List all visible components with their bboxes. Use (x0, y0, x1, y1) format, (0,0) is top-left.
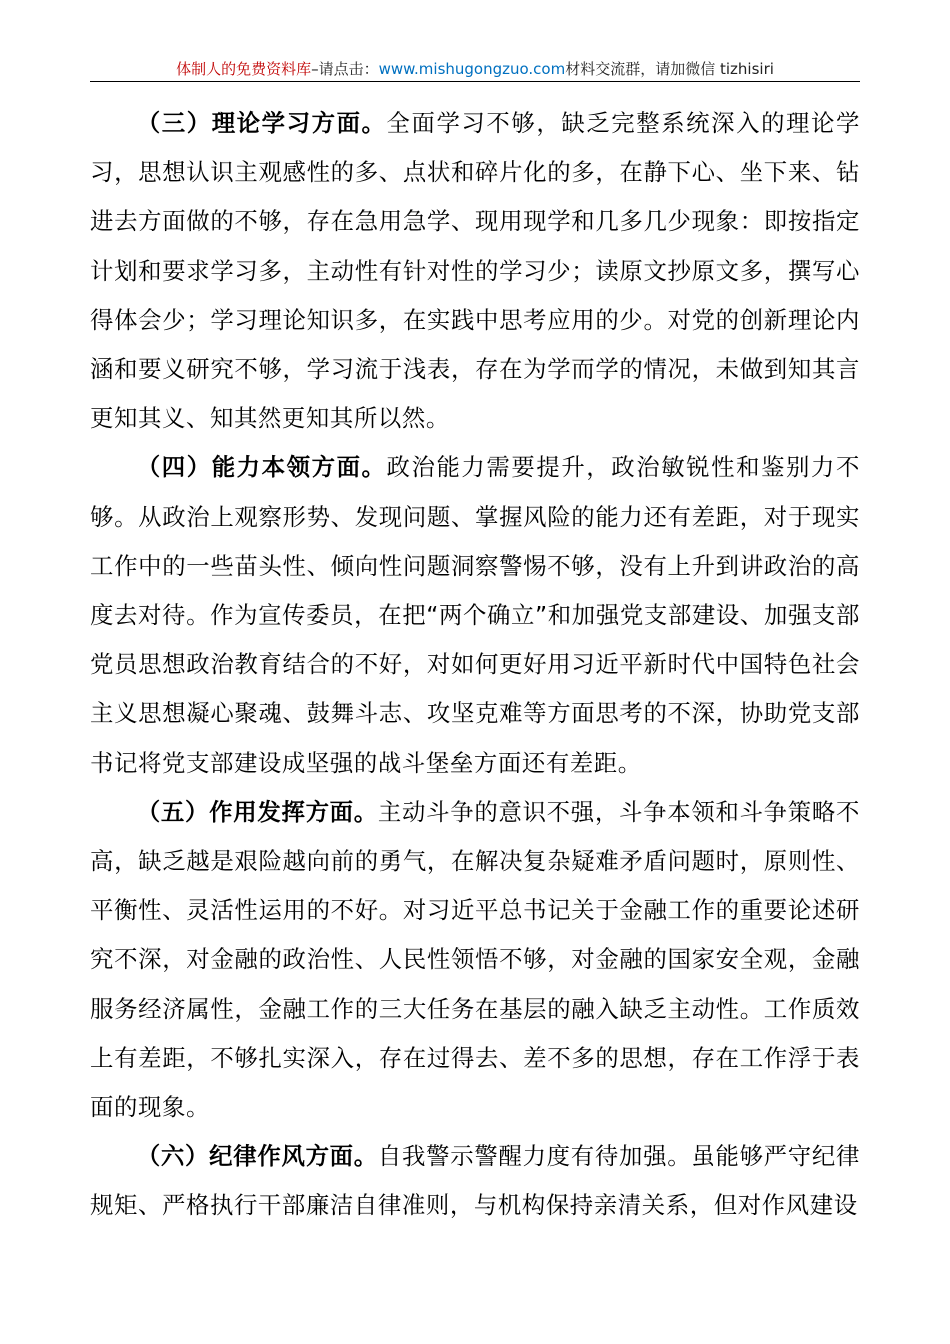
paragraph-ability (90, 443, 860, 787)
paragraph-heading: （三）理论学习方面。 (136, 109, 387, 137)
paragraph-text: 全面学习不够，缺乏完整系统深入的理论学习，思想认识主观感性的多、点状和碎片化的多，在静下心、坐下来、钻进去方面做的不够，存在急用急学、现用现学和几多几少现象：即按指定计划和要求学习多，主动性有针对性的学习少；读原文抄原文多，撰写心得体会少；学习理论知识多，在实践中思考应用的少。对党的创新理论内涵和要义研究不够，学习流于浅表，存在为学而学的情况，未做到知其言更知其义、知其然更知其所以然。 (90, 109, 860, 433)
paragraph-heading: （六）纪律作风方面。 (136, 1142, 378, 1171)
document-body (90, 99, 860, 1231)
header-prompt: –请点击： (311, 60, 379, 78)
paragraph-role (90, 788, 860, 1132)
paragraph-text: 自我警示警醒力度有待加强。虽能够严守纪律规矩、严格执行干部廉洁自律准则，与机构保持亲清关系，但对作风建设 (90, 1142, 860, 1220)
paragraph-heading: （五）作用发挥方面。 (136, 797, 378, 826)
paragraph-text: 政治能力需要提升，政治敏锐性和鉴别力不够。从政治上观察形势、发现问题、掌握风险的能力还有差距，对于现实工作中的一些苗头性、倾向性问题洞察警惕不够，没有上升到讲政治的高度去对待。作为宣传委员，在把“两个确立”和加强党支部建设、加强支部党员思想政治教育结合的不好，对如何更好用习近平新时代中国特色社会主义思想凝心聚魂、鼓舞斗志、攻坚克难等方面思考的不深，协助党支部书记将党支部建设成坚强的战斗堡垒方面还有差距。 (90, 453, 860, 777)
paragraph-text: 主动斗争的意识不强，斗争本领和斗争策略不高，缺乏越是艰险越向前的勇气，在解决复杂疑难矛盾问题时，原则性、平衡性、灵活性运用的不好。对习近平总书记关于金融工作的重要论述研究不深，对金融的政治性、人民性领悟不够，对金融的国家安全观，金融服务经济属性，金融工作的三大任务在基层的融入缺乏主动性。工作质效上有差距，不够扎实深入，存在过得去、差不多的思想，存在工作浮于表面的现象。 (90, 797, 860, 1122)
header-brand: 体制人的免费资料库 (176, 60, 312, 78)
header-tail: 材料交流群，请加微信 tizhisiri (565, 60, 774, 78)
paragraph-heading: （四）能力本领方面。 (136, 453, 387, 482)
paragraph-theory-study (90, 99, 860, 443)
paragraph-discipline (90, 1132, 860, 1230)
header-url-link[interactable]: www.mishugongzuo.com (378, 60, 566, 78)
page-header (90, 56, 860, 82)
header-divider (90, 81, 860, 82)
